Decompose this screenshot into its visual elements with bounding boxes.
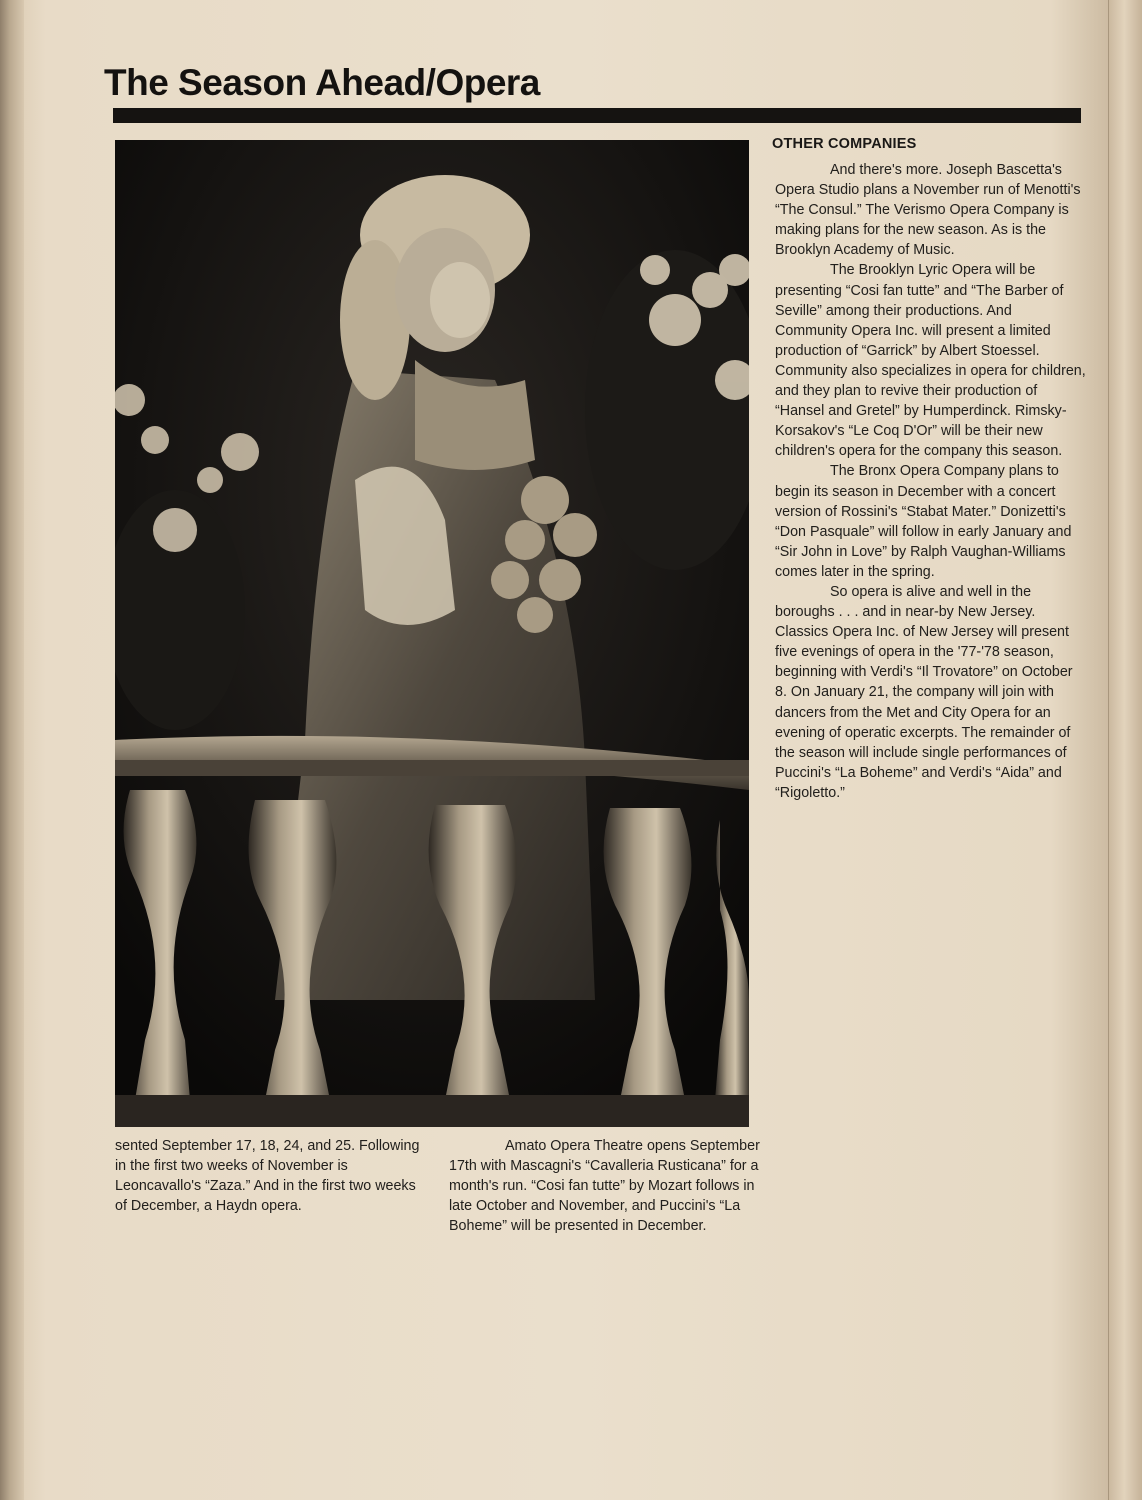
title-rule	[113, 108, 1081, 123]
page-binding-edge	[0, 0, 24, 1500]
paragraph: Amato Opera Theatre opens September 17th with Mascagni's “Cavalleria Rusticana” for a month's run. “Cosi fan tutte” by Mozart follows in late October and November, and Puccini's “La Boheme” will be presented in December.	[449, 1138, 760, 1235]
paragraph: The Bronx Opera Company plans to begin its season in December with a concert version of Rossini's “Stabat Mater.” Donizetti's “Don Pasquale” will follow in early January and “Sir John in Love” by Ralph Vaughan-Williams comes later in the spring.	[775, 463, 1072, 580]
photo-illustration	[115, 140, 749, 1127]
page-fold-edge	[1108, 0, 1142, 1500]
paragraph: So opera is alive and well in the boroughs . . . and in near-by New Jersey. Classics Opera Inc. of New Jersey will present five evenings of opera in the '77-'78 season, beginning with Verdi's “Il Trovatore” on October 8. On January 21, the company will join with dancers from the Met and City Opera for an evening of operatic excerpts. The remainder of the season will include single performances of Puccini's “La Boheme” and Verdi's “Aida” and “Rigoletto.”	[775, 583, 1073, 801]
other-companies-heading: OTHER COMPANIES	[772, 136, 917, 152]
paragraph: sented September 17, 18, 24, and 25. Following in the first two weeks of November is Leoncavallo's “Zaza.” And in the first two weeks of December, a Haydn opera.	[115, 1138, 420, 1215]
other-companies-column	[775, 160, 1087, 803]
page-title: The Season Ahead/Opera	[104, 62, 540, 103]
bottom-column-left	[115, 1136, 430, 1216]
paragraph: The Brooklyn Lyric Opera will be presenting “Cosi fan tutte” and “The Barber of Seville” among their productions. And Community Opera Inc. will present a limited production of “Garrick” by Albert Stoessel. Community also specializes in opera for children, and they plan to revive their production of “Hansel and Gretel” by Humperdinck. Rimsky-Korsakov's “Le Coq D'Or” will be their new children's opera for the company this season.	[775, 262, 1086, 460]
paragraph: And there's more. Joseph Bascetta's Opera Studio plans a November run of Menotti's “The Consul.” The Verismo Opera Company is making plans for the new season. As is the Brooklyn Academy of Music.	[775, 162, 1081, 259]
opera-singer-photo	[115, 140, 749, 1127]
bottom-column-right	[449, 1136, 761, 1236]
